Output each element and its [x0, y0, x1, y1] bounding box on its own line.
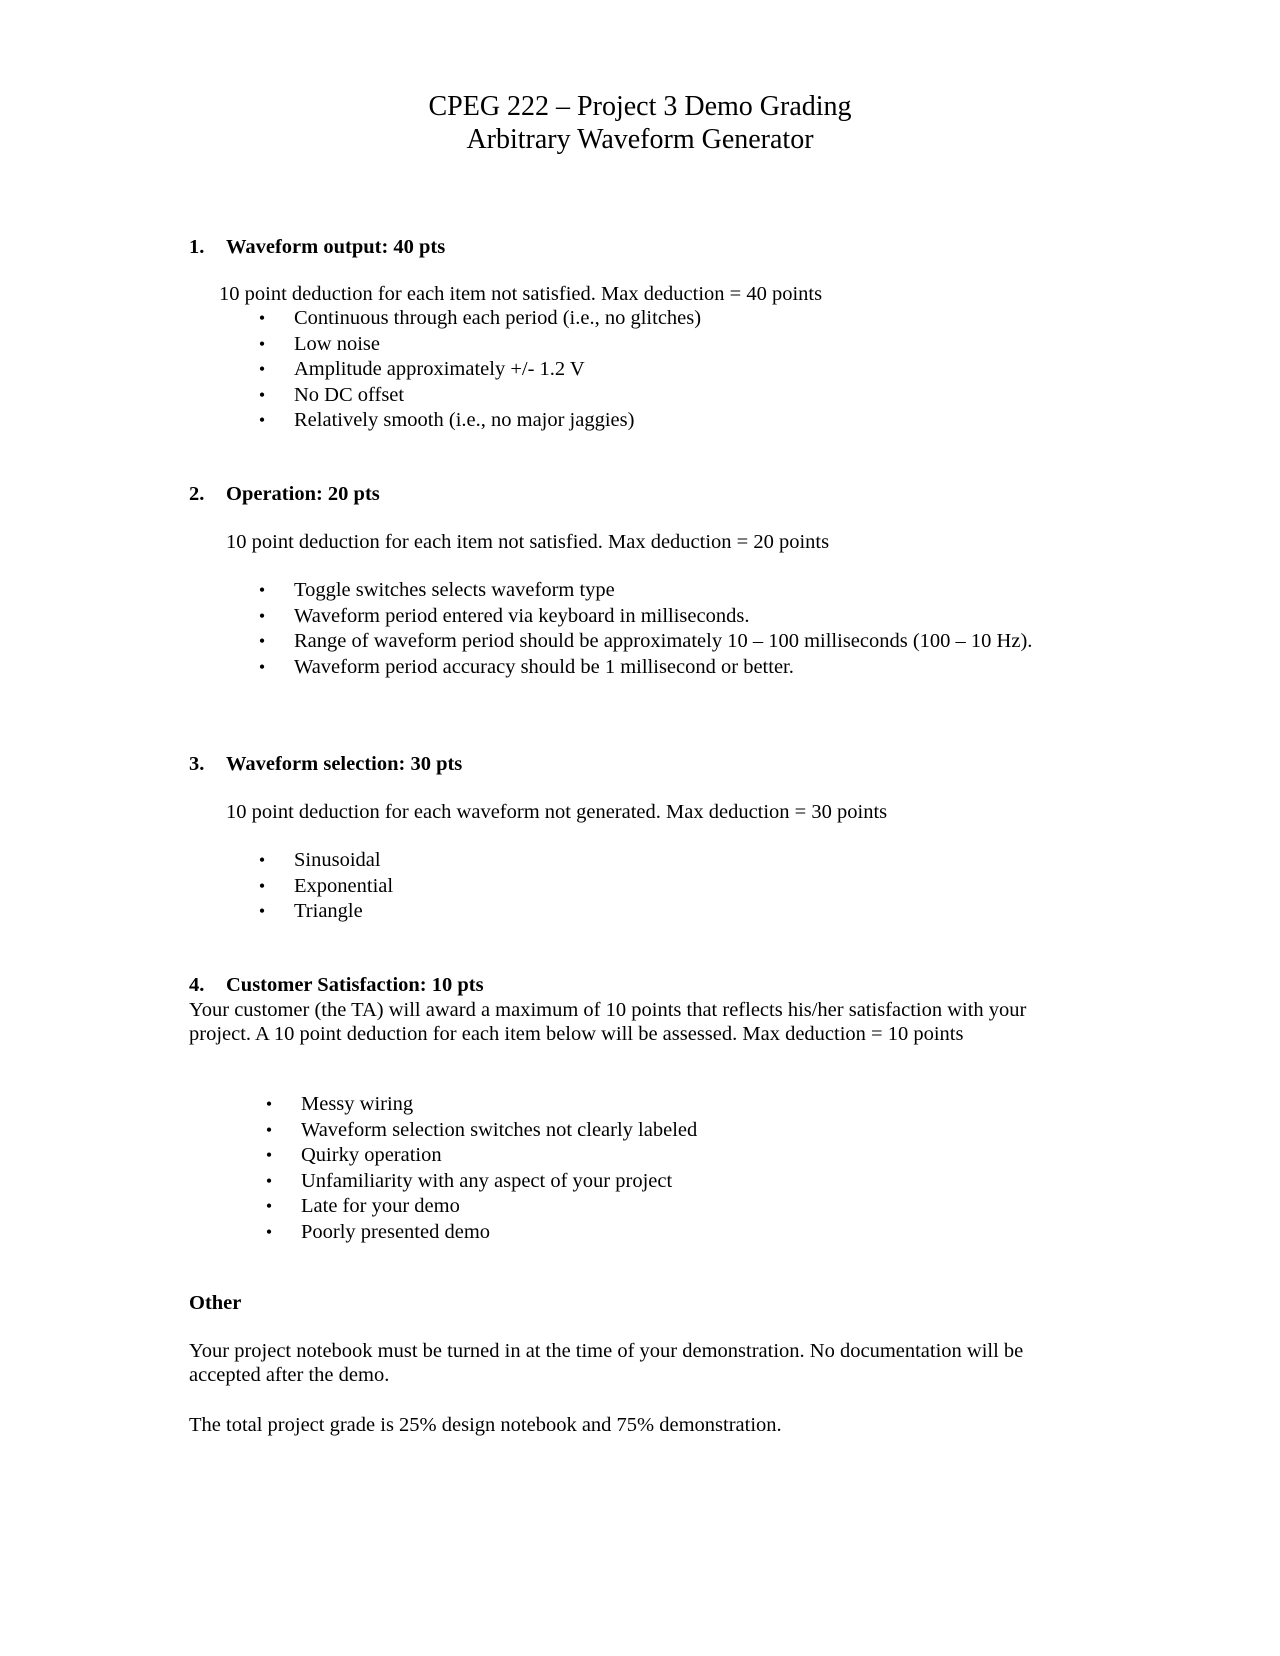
list-item-text: Quirky operation [301, 1144, 442, 1167]
bullet-icon: • [258, 875, 266, 896]
list-item-text: Low noise [294, 332, 380, 355]
list-item-text: Messy wiring [301, 1093, 414, 1115]
section-4-heading [189, 972, 484, 998]
other-heading: Other [189, 1292, 242, 1314]
section-3-intro: 10 point deduction for each waveform not generated. Max deduction = 30 points [226, 801, 888, 823]
other-paragraph-notebook: Your project notebook must be turned in at the time of your demonstration. No documentation will be accepted after the demo. [189, 1340, 1024, 1386]
list-item-text: Triangle [294, 900, 363, 923]
section-number: 2. [189, 483, 205, 505]
bullet-icon: • [265, 1196, 273, 1217]
bullet-icon: • [258, 580, 266, 600]
bullet-icon: • [258, 308, 266, 328]
list-item-text: Exponential [294, 874, 394, 897]
list-item-text: Poorly presented demo [301, 1220, 491, 1243]
list-item-text: Waveform selection switches not clearly labeled [301, 1118, 698, 1141]
bullet-icon: • [265, 1094, 273, 1114]
document-subtitle: Arbitrary Waveform Generator [466, 124, 814, 155]
bullet-icon: • [258, 850, 266, 870]
section-4-intro: Your customer (the TA) will award a maximum of 10 points that reflects his/her satisfaction with your project. A 10 point deduction for each item below will be assessed. Max deduction = 10 points [189, 999, 1027, 1045]
list-item-text: No DC offset [294, 383, 405, 406]
section-3-heading [189, 751, 462, 777]
list-item-text: Waveform period entered via keyboard in milliseconds. [294, 604, 750, 627]
bullet-icon: • [258, 656, 266, 677]
section-number: 4. [189, 974, 205, 996]
section-heading-text: Customer Satisfaction: 10 pts [226, 974, 484, 996]
section-2-intro: 10 point deduction for each item not satisfied. Max deduction = 20 points [226, 531, 830, 553]
bullet-icon: • [258, 901, 266, 922]
bullet-icon: • [258, 359, 266, 380]
bullet-icon: • [265, 1170, 273, 1191]
list-item-text: Toggle switches selects waveform type [294, 579, 615, 601]
list-item-text: Waveform period accuracy should be 1 millisecond or better. [294, 655, 794, 678]
list-item-text: Amplitude approximately +/- 1.2 V [294, 358, 585, 381]
section-1-intro: 10 point deduction for each item not satisfied. Max deduction = 40 points [219, 283, 823, 305]
bullet-icon: • [265, 1145, 273, 1166]
bullet-icon: • [265, 1221, 273, 1242]
document-title: CPEG 222 – Project 3 Demo Grading [428, 91, 852, 122]
bullet-icon: • [258, 384, 266, 405]
bullet-icon: • [258, 605, 266, 626]
section-heading-text: Operation: 20 pts [226, 483, 380, 505]
other-paragraph-grade: The total project grade is 25% design notebook and 75% demonstration. [189, 1414, 782, 1436]
list-item-text: Unfamiliarity with any aspect of your project [301, 1169, 673, 1192]
bullet-icon: • [258, 410, 266, 431]
bullet-icon: • [258, 333, 266, 354]
bullet-icon: • [258, 631, 266, 652]
list-item-text: Continuous through each period (i.e., no glitches) [294, 307, 702, 329]
section-2-heading [189, 481, 380, 507]
section-heading-text: Waveform output: 40 pts [226, 236, 446, 258]
section-number: 1. [189, 236, 205, 258]
list-item-text: Relatively smooth (i.e., no major jaggies) [294, 409, 635, 432]
bullet-icon: • [265, 1119, 273, 1140]
list-item-text: Late for your demo [301, 1195, 460, 1218]
section-1-heading [189, 234, 445, 260]
list-item-text: Range of waveform period should be approximately 10 – 100 milliseconds (100 – 10 Hz). [294, 630, 1033, 653]
section-number: 3. [189, 753, 205, 775]
section-heading-text: Waveform selection: 30 pts [226, 753, 463, 775]
list-item-text: Sinusoidal [294, 849, 381, 871]
